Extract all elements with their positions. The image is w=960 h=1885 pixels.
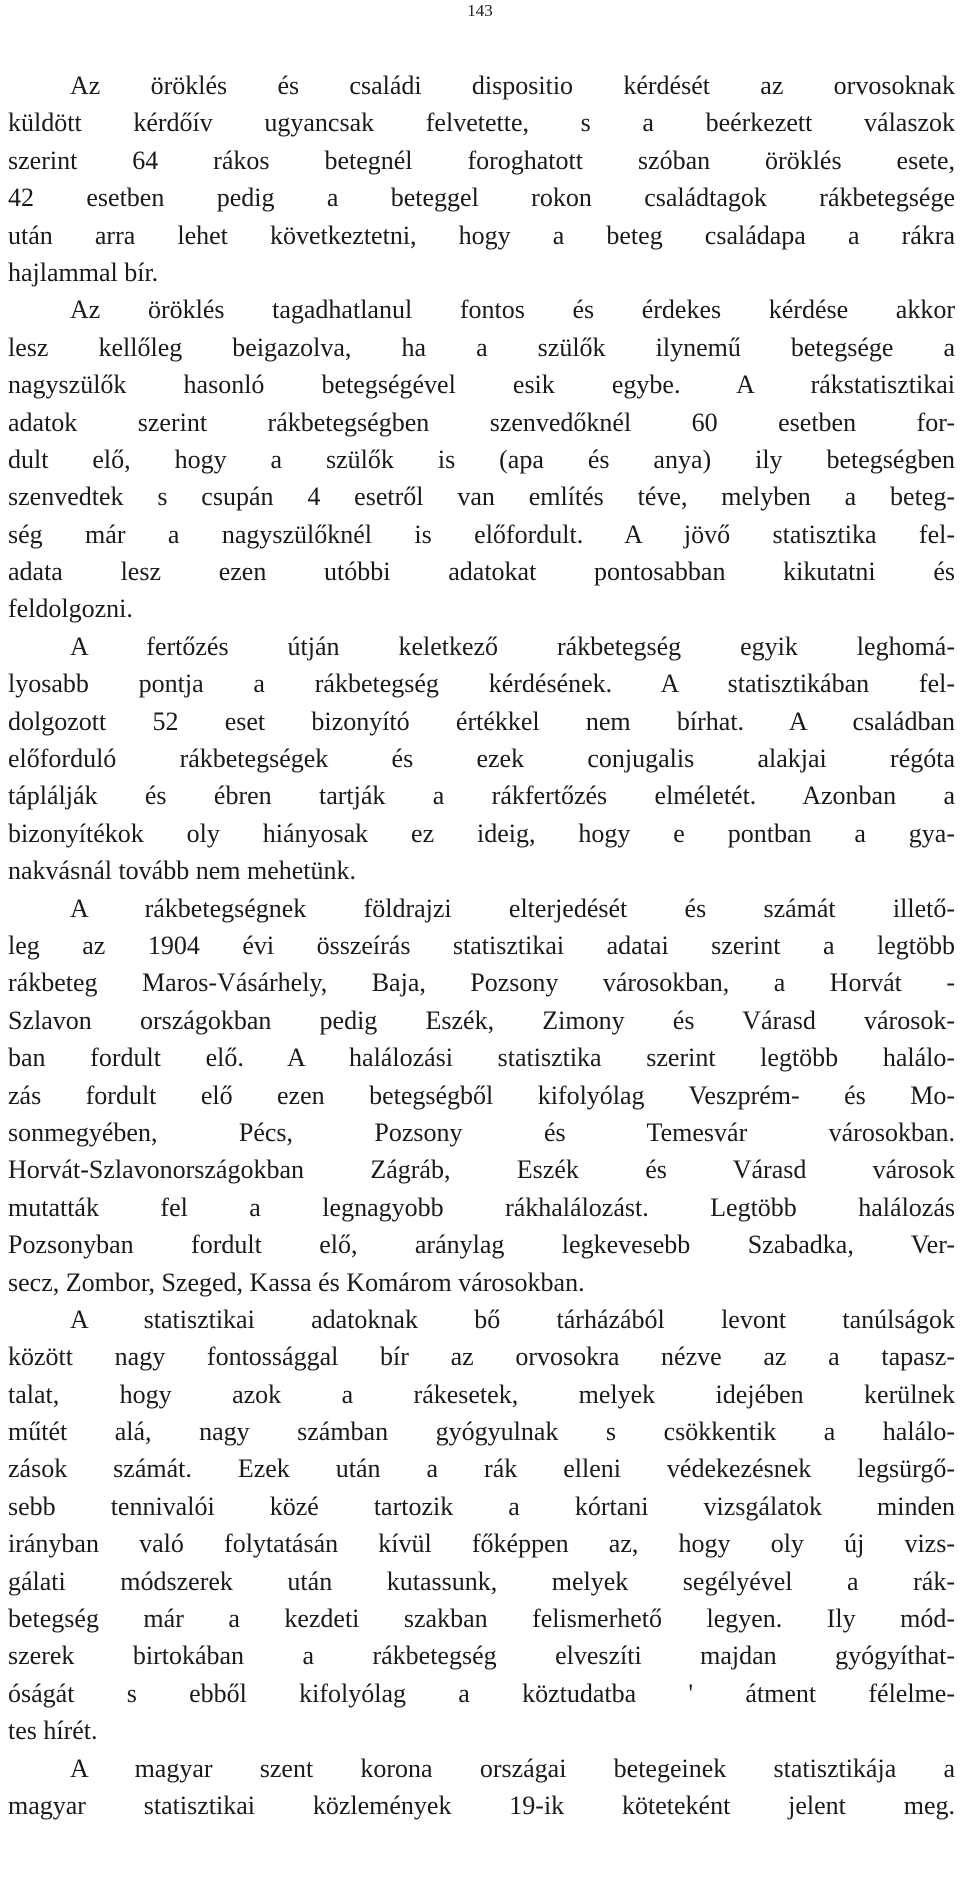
text-line: betegség már a kezdeti szakban felismerhető legyen. Ily mód- xyxy=(8,1604,955,1634)
text-line: nagyszülők hasonló betegségével esik egybe. A rákstatisztikai xyxy=(8,370,955,400)
text-line: szerek birtokában a rákbetegség elveszíti majdan gyógyíthat- xyxy=(8,1641,955,1671)
text-line: lyosabb pontja a rákbetegség kérdésének. A statisztikában fel- xyxy=(8,669,955,699)
text-line: magyar statisztikai közlemények 19-ik köteteként jelent meg. xyxy=(8,1790,955,1820)
text-line: Az öröklés tagadhatlanul fontos és érdekes kérdése akkor xyxy=(70,295,955,325)
text-line: Pozsonyban fordult elő, aránylag legkevesebb Szabadka, Ver- xyxy=(8,1230,955,1260)
text-line: lesz kellőleg beigazolva, ha a szülők ilynemű betegsége a xyxy=(8,332,955,362)
page-number: 143 xyxy=(467,1,493,20)
text-line: zások számát. Ezek után a rák elleni védekezésnek legsürgő- xyxy=(8,1454,955,1484)
text-line: táplálják és ébren tartják a rákfertőzés elméletét. Azonban a xyxy=(8,781,955,811)
text-line: A statisztikai adatoknak bő tárházából levont tanúlságok xyxy=(70,1304,955,1334)
text-line: dult elő, hogy a szülők is (apa és anya) ily betegségben xyxy=(8,444,955,474)
text-line: óságát s ebből kifolyólag a köztudatba ' átment félelme- xyxy=(8,1678,955,1708)
text-line: szerint 64 rákos betegnél foroghatott szóban öröklés esete, xyxy=(8,145,955,175)
page-body xyxy=(8,67,955,1824)
text-line: hajlammal bír. xyxy=(8,257,159,287)
text-line: tes hírét. xyxy=(8,1716,98,1746)
text-line: ség már a nagyszülőknél is előfordult. A jövő statisztika fel- xyxy=(8,519,955,549)
text-line: adata lesz ezen utóbbi adatokat pontosabban kikutatni és xyxy=(8,557,955,587)
text-line: adatok szerint rákbetegségben szenvedőknél 60 esetben for- xyxy=(8,407,955,437)
text-line: irányban való folytatásán kívül főképpen az, hogy oly új vizs- xyxy=(8,1529,955,1559)
text-line: secz, Zombor, Szeged, Kassa és Komárom városokban. xyxy=(8,1267,585,1297)
text-line: előforduló rákbetegségek és ezek conjugalis alakjai régóta xyxy=(8,744,955,774)
text-line: sonmegyében, Pécs, Pozsony és Temesvár városokban. xyxy=(8,1117,955,1147)
text-line: nakvásnál tovább nem mehetünk. xyxy=(8,856,357,886)
text-line: Horvát-Szlavonországokban Zágráb, Eszék és Várasd városok xyxy=(8,1155,955,1185)
text-line: leg az 1904 évi összeírás statisztikai adatai szerint a legtöbb xyxy=(8,930,955,960)
text-line: szenvedtek s csupán 4 esetről van említés téve, melyben a beteg- xyxy=(8,482,955,512)
text-line: talat, hogy azok a rákesetek, melyek idejében kerülnek xyxy=(8,1379,955,1409)
text-line: között nagy fontossággal bír az orvosokra nézve az a tapasz- xyxy=(8,1342,955,1372)
text-line: A magyar szent korona országai betegeinek statisztikája a xyxy=(70,1753,955,1783)
text-line: rákbeteg Maros-Vásárhely, Baja, Pozsony városokban, a Horvát - xyxy=(8,968,955,998)
text-line: bizonyítékok oly hiányosak ez ideig, hogy e pontban a gya- xyxy=(8,818,955,848)
text-line: feldolgozni. xyxy=(8,594,133,624)
text-line: gálati módszerek után kutassunk, melyek segélyével a rák- xyxy=(8,1566,955,1596)
text-line: Az öröklés és családi dispositio kérdését az orvosoknak xyxy=(70,71,955,100)
text-line: ban fordult elő. A halálozási statisztika szerint legtöbb halálo- xyxy=(8,1043,955,1073)
text-line: dolgozott 52 eset bizonyító értékkel nem bírhat. A családban xyxy=(8,706,955,736)
text-line: 42 esetben pedig a beteggel rokon családtagok rákbetegsége xyxy=(8,183,955,213)
text-line: Szlavon országokban pedig Eszék, Zimony és Várasd városok- xyxy=(8,1005,955,1035)
text-line: sebb tennivalói közé tartozik a kórtani vizsgálatok minden xyxy=(8,1491,955,1521)
text-line: A rákbetegségnek földrajzi elterjedését és számát illető- xyxy=(70,893,955,923)
text-line: zás fordult elő ezen betegségből kifolyólag Veszprém- és Mo- xyxy=(8,1080,955,1110)
text-line: műtét alá, nagy számban gyógyulnak s csökkentik a halálo- xyxy=(8,1417,955,1447)
text-line: A fertőzés útján keletkező rákbetegség egyik leghomá- xyxy=(70,631,955,661)
text-line: után arra lehet következtetni, hogy a beteg családapa a rákra xyxy=(8,220,955,250)
text-line: mutatták fel a legnagyobb rákhalálozást. Legtöbb halálozás xyxy=(8,1192,955,1222)
text-line: küldött kérdőív ugyancsak felvetette, s a beérkezett válaszok xyxy=(8,108,955,138)
